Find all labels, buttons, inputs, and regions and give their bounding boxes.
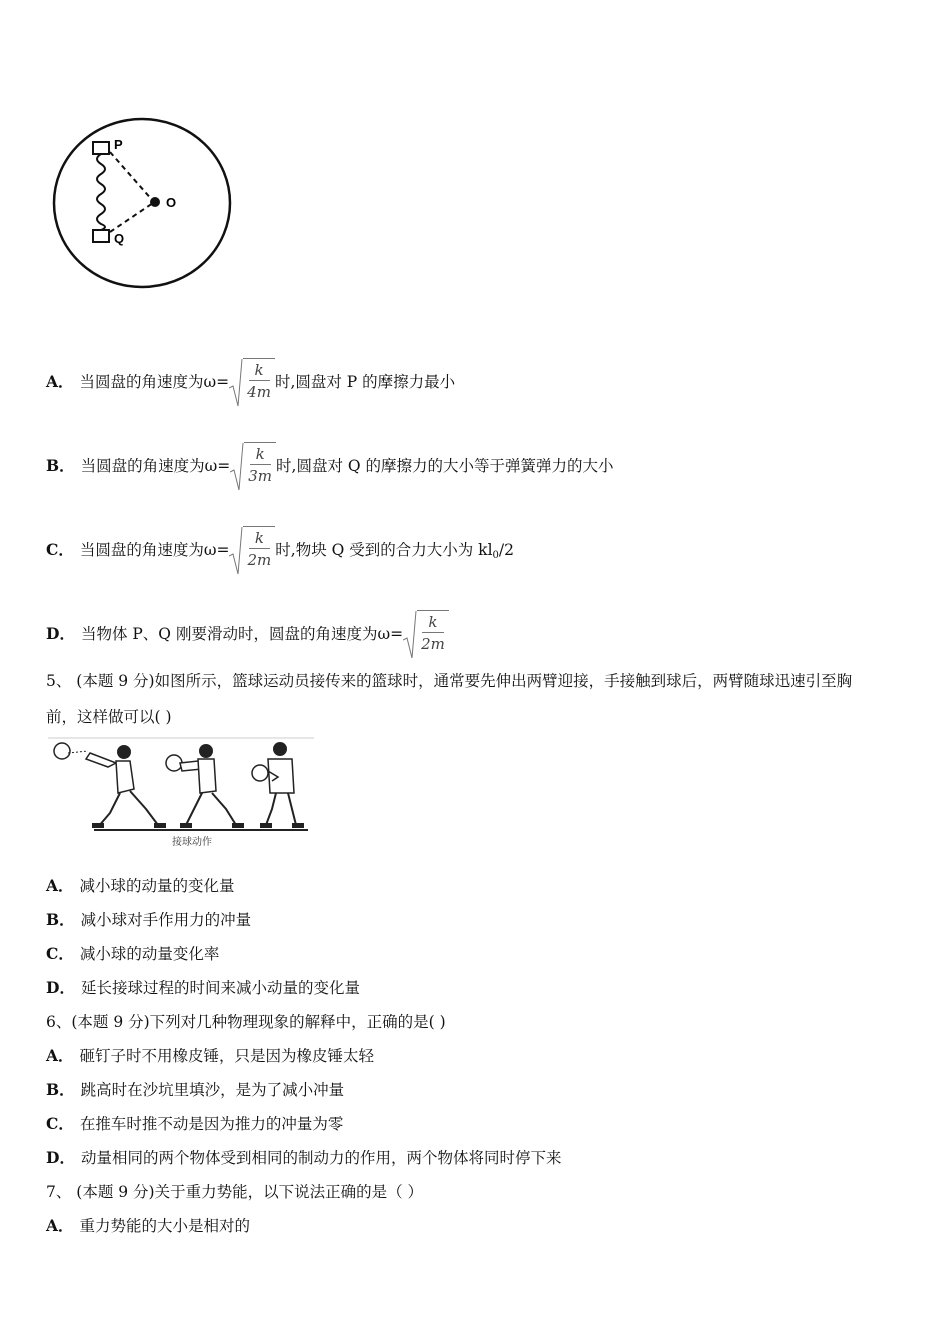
q7-option-a: A． 重力势能的大小是相对的 xyxy=(46,1216,251,1235)
q4-option-a: A． 当圆盘的角速度为ω= $\frac{k}{4m}$ 时,圆盘对 P 的摩擦力最小 xyxy=(46,358,455,408)
sqrt-formula: $\frac{k}{2m}$ xyxy=(229,526,275,576)
figure-caption: 接球动作 xyxy=(172,837,212,848)
label-o: O xyxy=(166,195,177,210)
q4-option-c: C． 当圆盘的角速度为ω= $\frac{k}{2m}$ 时,物块 Q 受到的合力大小为 kl0/2 xyxy=(46,526,514,576)
q4-option-d: D． 当物体 P、Q 刚要滑动时，圆盘的角速度为ω= $\frac{k}{2m}$ xyxy=(46,610,449,660)
label-p: P xyxy=(114,137,123,152)
disk-figure xyxy=(48,112,238,297)
q6-option-b: B． 跳高时在沙坑里填沙，是为了减小冲量 xyxy=(46,1080,345,1099)
q6-stem: 6、(本题 9 分)下列对几种物理现象的解释中，正确的是( ) xyxy=(46,1013,446,1031)
label-q: Q xyxy=(114,231,125,246)
sqrt-formula: $\frac{k}{4m}$ xyxy=(229,358,275,408)
q5-option-b: B． 减小球对手作用力的冲量 xyxy=(46,910,252,929)
catch-ball-figure xyxy=(46,737,316,849)
q7-stem: 7、 (本题 9 分)关于重力势能，以下说法正确的是（ ） xyxy=(46,1183,424,1201)
q5-stem-line1: 5、 (本题 9 分)如图所示，篮球运动员接传来的篮球时，通常要先伸出两臂迎接，手接触到球后，两臂随球迅速引至胸 xyxy=(46,672,853,690)
q5-option-a: A． 减小球的动量的变化量 xyxy=(46,876,235,895)
sqrt-formula: $\frac{k}{3m}$ xyxy=(230,442,276,492)
q5-option-c: C． 减小球的动量变化率 xyxy=(46,944,220,963)
q5-option-d: D． 延长接球过程的时间来减小动量的变化量 xyxy=(46,978,360,997)
q6-option-a: A． 砸钉子时不用橡皮锤，只是因为橡皮锤太轻 xyxy=(46,1046,375,1065)
q6-option-c: C． 在推车时推不动是因为推力的冲量为零 xyxy=(46,1114,344,1133)
q6-option-d: D． 动量相同的两个物体受到相同的制动力的作用，两个物体将同时停下来 xyxy=(46,1148,562,1167)
q5-stem-line2: 前，这样做可以( ) xyxy=(46,708,172,726)
sqrt-formula: $\frac{k}{2m}$ xyxy=(403,610,449,660)
q4-option-b: B． 当圆盘的角速度为ω= $\frac{k}{3m}$ 时,圆盘对 Q 的摩擦力的大小等于弹簧弹力的大小 xyxy=(46,442,614,492)
